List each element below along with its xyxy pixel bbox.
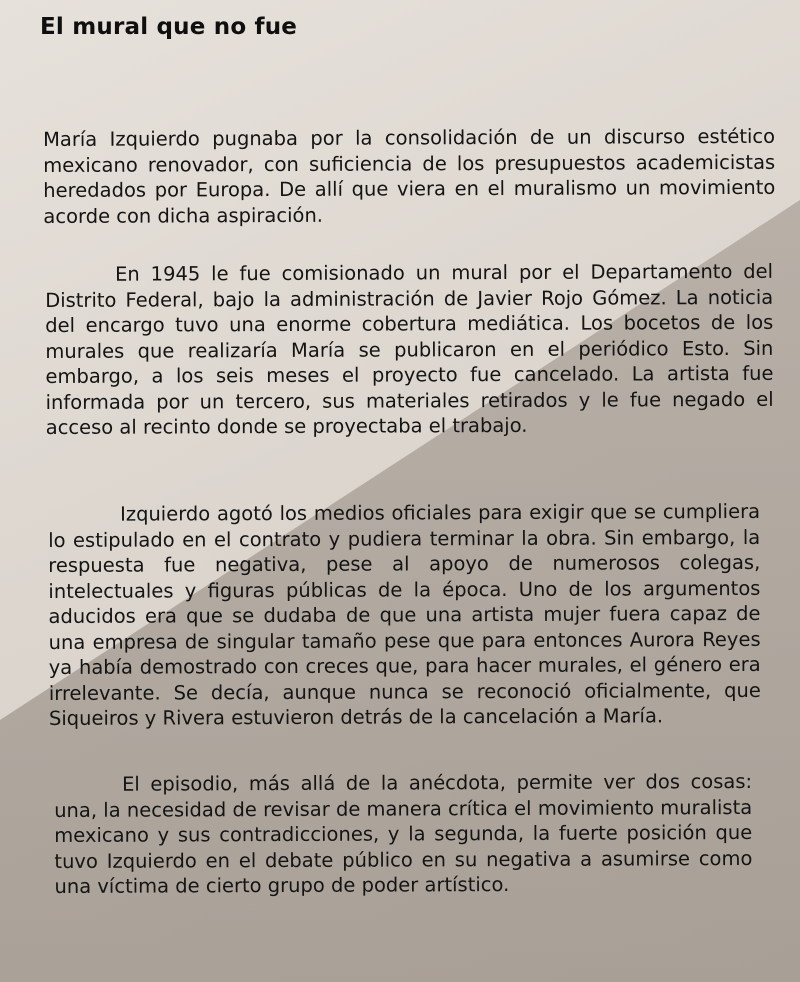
paragraph-1: María Izquierdo pugnaba por la consolidación de un discurso estético mexicano renovador, con suficiencia de los presupuestos academicistas heredados por Europa. De allí que viera en el muralismo un movimiento acorde con dicha aspiración. bbox=[43, 124, 776, 228]
paragraph-2: En 1945 le fue comisionado un mural por el Departamento del Distrito Federal, bajo la administración de Javier Rojo Gómez. La noticia del encargo tuvo una enorme cobertura mediática. Los bocetos de los murales que realizaría María se publicaron en el periódico Esto. Sin embargo, a los seis meses el proyecto fue cancelado. La artista fue informada por un tercero, sus materiales retirados y le fue negado el acceso al recinto donde se proyectaba el trabajo. bbox=[45, 259, 774, 439]
panel-title: El mural que no fue bbox=[40, 14, 298, 40]
paragraph-3: Izquierdo agotó los medios oficiales para exigir que se cumpliera lo estipulado en el contrato y pudiera terminar la obra. Sin embargo, la respuesta fue negativa, pese al apoyo de numerosos colegas, intelectuales y figuras públicas de la época. Uno de los argumentos aducidos era que se dudaba de que una artista mujer fuera capaz de una empresa de singular tamaño pese que para entonces Aurora Reyes ya había demostrado con creces que, para hacer murales, el género era irrelevante. Se decía, aunque nunca se reconoció oficialmente, que Siqueiros y Rivera estuvieron detrás de la cancelación a María. bbox=[48, 499, 761, 730]
paragraph-4: El episodio, más allá de la anécdota, permite ver dos cosas: una, la necesidad de revisar de manera crítica el movimiento muralista mexicano y sus contradicciones, y la segunda, la fuerte posición que tuvo Izquierdo en el debate público en su negativa a asumirse como una víctima de cierto grupo de poder artístico. bbox=[54, 769, 753, 898]
